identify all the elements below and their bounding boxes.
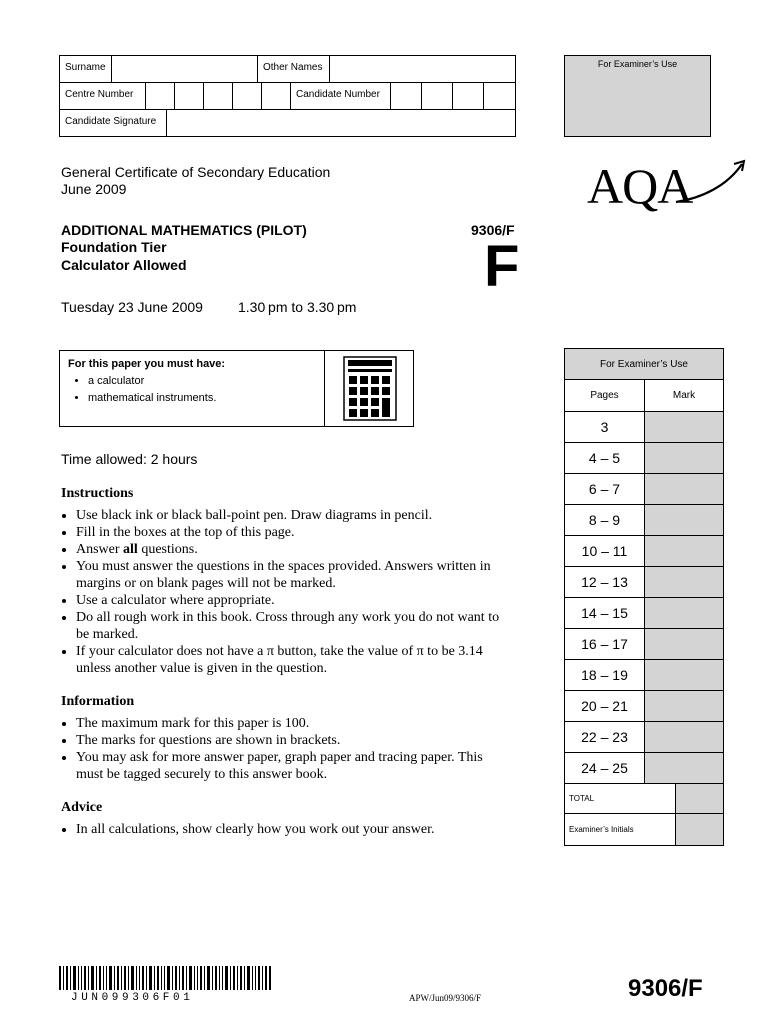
materials-list	[68, 373, 216, 407]
certificate-title: General Certificate of Secondary Education	[61, 164, 331, 180]
calculator-icon	[325, 350, 415, 427]
candidate-number-digit[interactable]	[453, 83, 484, 109]
list-item: • If your calculator does not have a π button, take the value of π to be 3.14 unless another value is given in the question.	[76, 643, 511, 677]
mark-cell[interactable]	[645, 474, 723, 504]
list-item: • Fill in the boxes at the top of this page.	[76, 524, 511, 541]
surname-field[interactable]	[112, 56, 258, 82]
barcode	[59, 966, 271, 990]
mark-cell[interactable]	[645, 598, 723, 628]
table-row	[565, 598, 723, 629]
subject-title: ADDITIONAL MATHEMATICS (PILOT)	[61, 222, 307, 238]
centre-number-label: Centre Number	[60, 83, 146, 109]
centre-number-digit[interactable]	[204, 83, 233, 109]
calculator-status: Calculator Allowed	[61, 257, 187, 273]
total-label: TOTAL	[565, 784, 676, 813]
information-section	[61, 694, 511, 783]
signature-row	[60, 110, 515, 136]
numbers-row	[60, 83, 515, 110]
mark-cell[interactable]	[645, 412, 723, 442]
candidate-number-label: Candidate Number	[291, 83, 391, 109]
pages-cell: 22 – 23	[565, 722, 645, 752]
information-title: Information	[61, 694, 135, 709]
mark-header: Mark	[672, 390, 696, 401]
centre-number-digit[interactable]	[233, 83, 262, 109]
total-cell[interactable]	[676, 784, 723, 813]
mark-cell[interactable]	[645, 505, 723, 535]
mark-cell[interactable]	[645, 536, 723, 566]
list-item: • Use a calculator where appropriate.	[76, 592, 511, 609]
list-item-bold: all	[123, 542, 138, 557]
other-names-label: Other Names	[258, 56, 330, 82]
time-allowed: Time allowed: 2 hours	[61, 451, 198, 467]
pages-cell: 20 – 21	[565, 691, 645, 721]
list-item: • mathematical instruments.	[88, 390, 216, 407]
mark-cell[interactable]	[645, 443, 723, 473]
materials-title: For this paper you must have:	[68, 358, 226, 370]
list-item: • Use black ink or black ball-point pen. Draw diagrams in pencil.	[76, 507, 511, 524]
initials-label: Examiner’s Initials	[565, 814, 676, 845]
instructions-section	[61, 486, 511, 677]
tier-label: Foundation Tier	[61, 239, 167, 255]
candidate-number-digit[interactable]	[484, 83, 515, 109]
table-row	[565, 691, 723, 722]
candidate-signature-field[interactable]	[167, 110, 515, 136]
mark-cell[interactable]	[645, 722, 723, 752]
pages-cell: 18 – 19	[565, 660, 645, 690]
centre-number-digit[interactable]	[262, 83, 291, 109]
information-list	[61, 715, 511, 783]
exam-time: 1.30 pm to 3.30 pm	[238, 299, 357, 315]
list-item: • You must answer the questions in the spaces provided. Answers written in margins or on blank pages will not be marked.	[76, 558, 511, 592]
total-row	[565, 784, 723, 814]
mark-cell[interactable]	[645, 753, 723, 783]
initials-row	[565, 814, 723, 845]
pages-cell: 24 – 25	[565, 753, 645, 783]
advice-list	[61, 821, 511, 838]
table-row	[565, 474, 723, 505]
barcode-text: JUN099306F01	[71, 992, 194, 1004]
pages-cell: 8 – 9	[565, 505, 645, 535]
pages-cell: 3	[565, 412, 645, 442]
table-row	[565, 536, 723, 567]
advice-title: Advice	[61, 800, 103, 815]
table-row	[565, 412, 723, 443]
list-item-text: questions.	[137, 542, 198, 557]
table-row	[565, 660, 723, 691]
materials-box	[59, 350, 414, 427]
list-item: • You may ask for more answer paper, graph paper and tracing paper. This must be tagged securely to this answer book.	[76, 749, 511, 783]
list-item: • The maximum mark for this paper is 100.	[76, 715, 511, 732]
list-item: • In all calculations, show clearly how you work out your answer.	[76, 821, 511, 838]
aqa-logo-text: AQA	[587, 158, 693, 214]
list-item	[76, 541, 511, 558]
examiner-use-label: For Examiner’s Use	[597, 59, 678, 69]
pages-cell: 6 – 7	[565, 474, 645, 504]
footer-reference: APW/Jun09/9306/F	[409, 993, 482, 1003]
centre-number-digit[interactable]	[146, 83, 175, 109]
tier-letter: F	[484, 234, 520, 299]
pages-cell: 12 – 13	[565, 567, 645, 597]
pages-cell: 10 – 11	[565, 536, 645, 566]
instructions-list	[61, 507, 511, 677]
paper-code: 9306/F	[471, 222, 515, 238]
mark-cell[interactable]	[645, 567, 723, 597]
mark-cell[interactable]	[645, 660, 723, 690]
examiner-mark-grid	[564, 348, 724, 846]
mark-cell[interactable]	[645, 629, 723, 659]
centre-number-digit[interactable]	[175, 83, 204, 109]
table-row	[565, 722, 723, 753]
initials-cell[interactable]	[676, 814, 723, 845]
candidate-number-digit[interactable]	[391, 83, 422, 109]
footer-paper-code: 9306/F	[628, 975, 703, 1002]
candidate-details-box	[59, 55, 516, 137]
list-item: • a calculator	[88, 373, 216, 390]
mark-cell[interactable]	[645, 691, 723, 721]
table-row	[565, 567, 723, 598]
pages-cell: 14 – 15	[565, 598, 645, 628]
table-row	[565, 629, 723, 660]
list-item-text: Answer	[76, 542, 124, 557]
table-row	[565, 753, 723, 784]
surname-label: Surname	[60, 56, 112, 82]
pages-cell: 4 – 5	[565, 443, 645, 473]
list-item: • The marks for questions are shown in brackets.	[76, 732, 511, 749]
candidate-signature-label: Candidate Signature	[60, 110, 167, 136]
session-date: June 2009	[61, 181, 127, 197]
advice-section	[61, 800, 511, 838]
exam-date: Tuesday 23 June 2009	[61, 299, 203, 315]
grid-title: For Examiner’s Use	[565, 349, 723, 380]
calculator-icon-box	[324, 350, 415, 427]
pages-header: Pages	[565, 380, 645, 411]
pages-cell: 16 – 17	[565, 629, 645, 659]
other-names-field[interactable]	[330, 56, 515, 82]
table-row	[565, 443, 723, 474]
examiner-use-box-top	[564, 55, 711, 137]
surname-row	[60, 56, 515, 83]
table-row	[565, 505, 723, 536]
instructions-title: Instructions	[61, 486, 134, 501]
aqa-logo-swoosh	[672, 158, 748, 208]
list-item: • Do all rough work in this book. Cross through any work you do not want to be marked.	[76, 609, 511, 643]
candidate-number-digit[interactable]	[422, 83, 453, 109]
grid-header-row	[565, 380, 723, 412]
